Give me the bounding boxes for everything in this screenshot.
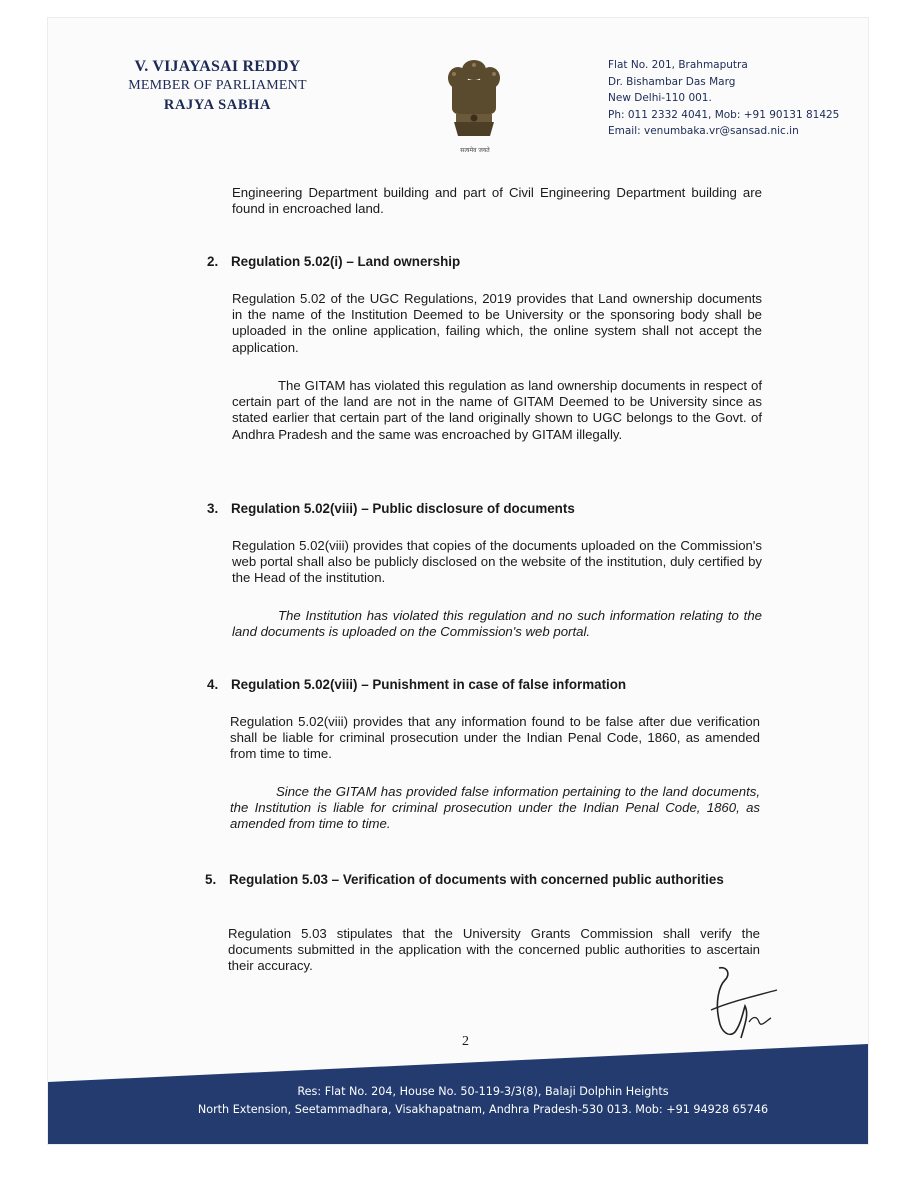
footer-line: North Extension, Seetammadhara, Visakhapatnam, Andhra Pradesh-530 013. Mob: +91 94928 65746 <box>197 1103 769 1116</box>
sender-role: MEMBER OF PARLIAMENT <box>128 78 307 93</box>
section-title: Regulation 5.02(viii) – Punishment in case of false information <box>231 677 627 692</box>
section-number: 3. <box>207 501 219 516</box>
section-title: Regulation 5.02(i) – Land ownership <box>231 254 461 269</box>
address-line: Flat No. 201, Brahmaputra <box>608 59 748 71</box>
footer-line: Res: Flat No. 204, House No. 50-119-3/3(8), Balaji Dolphin Heights <box>297 1085 669 1098</box>
section-paragraph: The Institution has violated this regulation and no such information relating to the land documents is uploaded on the Commission's web portal. <box>232 608 762 640</box>
section-number: 4. <box>207 677 219 692</box>
footer-address <box>48 1083 918 1119</box>
section-paragraph: Regulation 5.02(viii) provides that any information found to be false after due verification shall be liable for criminal prosecution under the Indian Penal Code, 1860, as amended from time to time. <box>230 714 760 762</box>
page-number: 2 <box>462 1034 469 1049</box>
section-heading <box>207 501 575 516</box>
letterhead-sender <box>115 58 320 114</box>
section-paragraph: Regulation 5.02(viii) provides that copies of the documents uploaded on the Commission's web portal shall also be publicly disclosed on the website of the institution, duly certified by the Head of the institution. <box>232 538 762 586</box>
section-paragraph: Regulation 5.03 stipulates that the University Grants Commission shall verify the documents submitted in the application with the concerned public authorities to ascertain their accuracy. <box>228 926 760 974</box>
section-paragraph: Since the GITAM has provided false information pertaining to the land documents, the Institution is liable for criminal prosecution under the Indian Penal Code, 1860, as amended from time to time. <box>230 784 760 832</box>
sender-house: RAJYA SABHA <box>163 97 272 113</box>
section-heading <box>205 872 761 887</box>
section-number: 5. <box>205 872 217 887</box>
section-paragraph: Regulation 5.02 of the UGC Regulations, 2019 provides that Land ownership documents in the name of the Institution Deemed to be University or the sponsoring body shall be uploaded in the online application, failing which, the online system shall not accept the application. <box>232 291 762 355</box>
address-line: Dr. Bishambar Das Marg <box>608 75 736 88</box>
address-line: Email: venumbaka.vr@sansad.nic.in <box>608 125 799 137</box>
emblem-caption: सत्यमेव जयते <box>460 147 490 154</box>
section-heading <box>207 254 460 269</box>
address-line: Ph: 011 2332 4041, Mob: +91 90131 81425 <box>608 108 840 121</box>
sender-name: V. VIJAYASAI REDDY <box>134 58 301 75</box>
section-number: 2. <box>207 254 219 269</box>
letterhead-address <box>608 57 839 140</box>
section-title: Regulation 5.02(viii) – Public disclosure of documents <box>231 501 575 516</box>
section-title: Regulation 5.03 – Verification of documents with concerned public authorities <box>229 872 724 887</box>
address-line: New Delhi-110 001. <box>608 92 712 104</box>
national-emblem-icon <box>440 56 508 156</box>
signature-icon <box>705 962 785 1052</box>
section-heading <box>207 677 626 692</box>
intro-paragraph: Engineering Department building and part of Civil Engineering Department building are found in encroached land. <box>232 185 762 217</box>
section-paragraph: The GITAM has violated this regulation as land ownership documents in respect of certain part of the land are not in the name of GITAM Deemed to be University since as stated earlier that certain part of the land originally shown to UGC belongs to the Govt. of Andhra Pradesh and the same was encroached by GITAM illegally. <box>232 378 762 442</box>
